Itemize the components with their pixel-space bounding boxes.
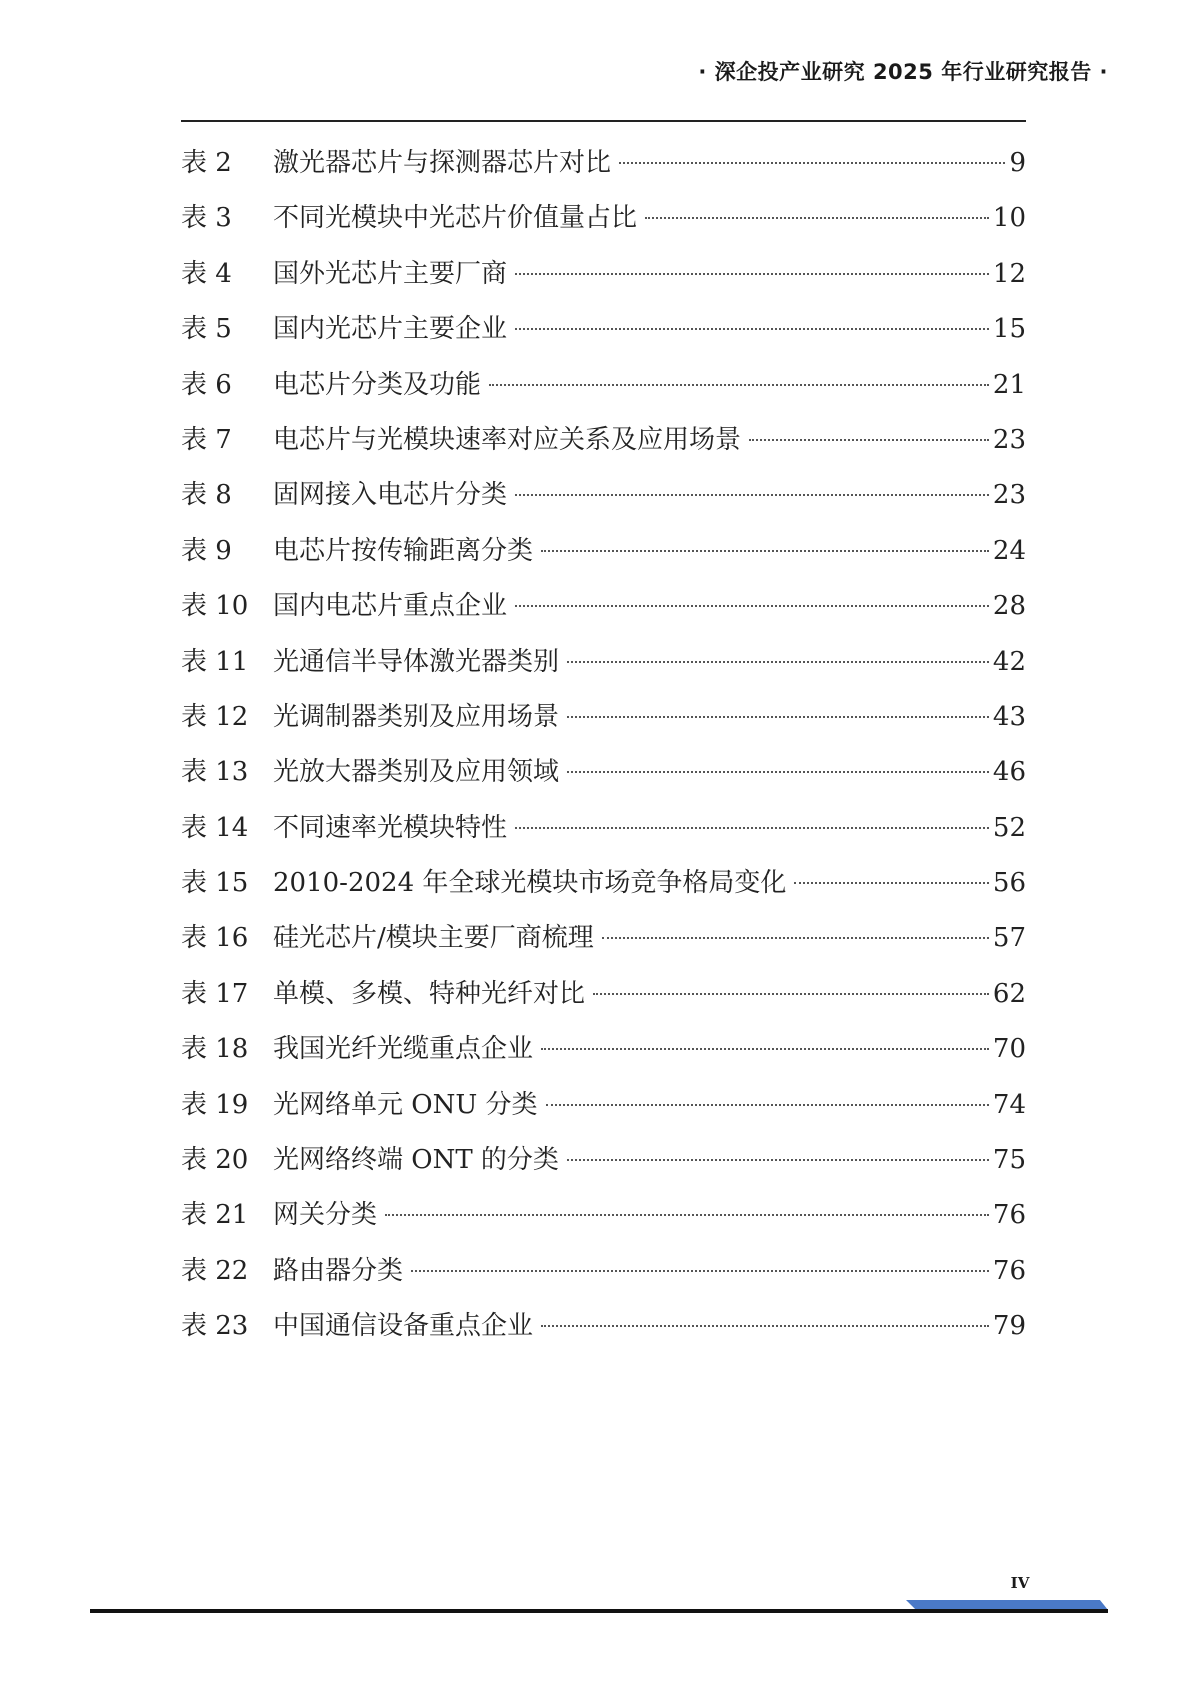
dot-leader [619,162,1005,164]
toc-entry-table-14[interactable] [181,801,1026,856]
dot-leader [385,1214,989,1216]
dot-leader [602,937,989,939]
toc-entry-page: 79 [992,1311,1026,1342]
toc-entry-table-19[interactable] [181,1078,1026,1133]
toc-entry-title: 中国通信设备重点企业 [273,1311,534,1342]
toc-entry-title: 路由器分类 [273,1255,404,1286]
toc-entry-title: 不同光模块中光芯片价值量占比 [273,203,638,234]
toc-entry-page: 70 [992,1034,1026,1065]
toc-entry-title: 国内光芯片主要企业 [273,314,508,345]
toc-entry-label: 表 14 [181,812,249,843]
dot-leader [749,439,989,441]
toc-entry-title: 光调制器类别及应用场景 [273,701,560,732]
footer-divider [90,1609,1108,1613]
toc-entry-page: 24 [992,535,1026,566]
toc-entry-label: 表 11 [181,646,249,677]
toc-entry-page: 12 [992,258,1026,289]
toc-entry-table-16[interactable] [181,911,1026,966]
toc-entry-label: 表 16 [181,923,249,954]
toc-entry-label: 表 5 [181,314,232,345]
dot-leader [794,882,989,884]
toc-entry-page: 56 [992,868,1026,899]
toc-entry-page: 23 [992,480,1026,511]
toc-entry-table-22[interactable] [181,1244,1026,1299]
toc-entry-label: 表 15 [181,868,249,899]
dot-leader [567,661,989,663]
toc-entry-table-3[interactable] [181,191,1026,246]
toc-entry-label: 表 2 [181,148,232,178]
dot-leader [515,273,989,275]
toc-entry-title: 电芯片分类及功能 [273,369,482,400]
dot-leader [567,1159,989,1161]
toc-entry-page: 9 [1009,148,1026,178]
toc-entry-label: 表 7 [181,424,232,455]
toc-entry-table-12[interactable] [181,690,1026,745]
toc-entry-title: 国内电芯片重点企业 [273,591,508,622]
toc-entry-label: 表 9 [181,535,232,566]
toc-entry-label: 表 21 [181,1200,249,1231]
header-divider [181,120,1026,122]
toc-entry-table-2[interactable] [181,136,1026,191]
toc-entry-label: 表 23 [181,1311,249,1342]
dot-leader [515,605,989,607]
toc-entry-table-4[interactable] [181,247,1026,302]
toc-entry-page: 43 [992,701,1026,732]
toc-entry-label: 表 8 [181,480,232,511]
toc-entry-page: 21 [992,369,1026,400]
toc-entry-table-15[interactable] [181,856,1026,911]
toc-entry-page: 75 [992,1145,1026,1176]
toc-entry-page: 28 [992,591,1026,622]
toc-entry-table-20[interactable] [181,1133,1026,1188]
toc-entry-title: 固网接入电芯片分类 [273,480,508,511]
toc-entry-label: 表 3 [181,203,232,234]
toc-entry-table-21[interactable] [181,1188,1026,1243]
toc-entry-label: 表 6 [181,369,232,400]
toc-entry-table-8[interactable] [181,468,1026,523]
dot-leader [515,328,989,330]
toc-entry-title: 光通信半导体激光器类别 [273,646,560,677]
toc-entry-table-9[interactable] [181,524,1026,579]
toc-entry-title: 国外光芯片主要厂商 [273,258,508,289]
toc-entry-table-10[interactable] [181,579,1026,634]
toc-entry-title: 激光器芯片与探测器芯片对比 [273,148,612,178]
toc-entry-title: 硅光芯片/模块主要厂商梳理 [273,923,594,954]
toc-entry-table-11[interactable] [181,635,1026,690]
toc-entry-title: 单模、多模、特种光纤对比 [273,978,586,1009]
toc-entry-label: 表 22 [181,1255,249,1286]
toc-entry-page: 10 [992,203,1026,234]
toc-entry-page: 76 [992,1200,1026,1231]
toc-entry-page: 74 [992,1089,1026,1120]
page-number: IV [1010,1574,1030,1592]
toc-entry-title: 我国光纤光缆重点企业 [273,1034,534,1065]
toc-entry-title: 光网络单元 ONU 分类 [273,1089,538,1120]
toc-entry-page: 46 [992,757,1026,788]
dot-leader [541,1325,989,1327]
dot-leader [541,1048,989,1050]
dot-leader [593,993,989,995]
dot-leader [567,716,989,718]
toc-entry-page: 15 [992,314,1026,345]
toc-entry-table-13[interactable] [181,745,1026,800]
toc-entry-label: 表 18 [181,1034,249,1065]
toc-entry-page: 62 [992,978,1026,1009]
toc-entry-title: 网关分类 [273,1200,378,1231]
toc-entry-title: 电芯片按传输距离分类 [273,535,534,566]
toc-entry-table-6[interactable] [181,358,1026,413]
toc-entry-page: 23 [992,424,1026,455]
table-of-tables [181,136,1026,1355]
toc-entry-title: 不同速率光模块特性 [273,812,508,843]
toc-entry-table-17[interactable] [181,967,1026,1022]
dot-leader [541,550,989,552]
toc-entry-label: 表 17 [181,978,249,1009]
toc-entry-page: 57 [992,923,1026,954]
dot-leader [515,494,989,496]
toc-entry-table-18[interactable] [181,1022,1026,1077]
dot-leader [546,1104,989,1106]
dot-leader [645,217,989,219]
toc-entry-label: 表 10 [181,591,249,622]
toc-entry-title: 2010-2024 年全球光模块市场竞争格局变化 [273,868,787,899]
toc-entry-page: 76 [992,1255,1026,1286]
dot-leader [411,1270,989,1272]
toc-entry-label: 表 20 [181,1145,249,1176]
running-header: · 深企投产业研究 2025 年行业研究报告 · [698,60,1108,84]
toc-entry-label: 表 19 [181,1089,249,1120]
dot-leader [515,827,989,829]
toc-entry-label: 表 12 [181,701,249,732]
toc-entry-table-5[interactable] [181,302,1026,357]
toc-entry-label: 表 13 [181,757,249,788]
toc-entry-title: 电芯片与光模块速率对应关系及应用场景 [273,424,742,455]
toc-entry-page: 42 [992,646,1026,677]
dot-leader [489,384,989,386]
toc-entry-table-7[interactable] [181,413,1026,468]
toc-entry-page: 52 [992,812,1026,843]
dot-leader [567,771,989,773]
toc-entry-title: 光网络终端 ONT 的分类 [273,1145,559,1176]
toc-entry-title: 光放大器类别及应用领域 [273,757,560,788]
toc-entry-table-23[interactable] [181,1299,1026,1354]
toc-entry-label: 表 4 [181,258,232,289]
